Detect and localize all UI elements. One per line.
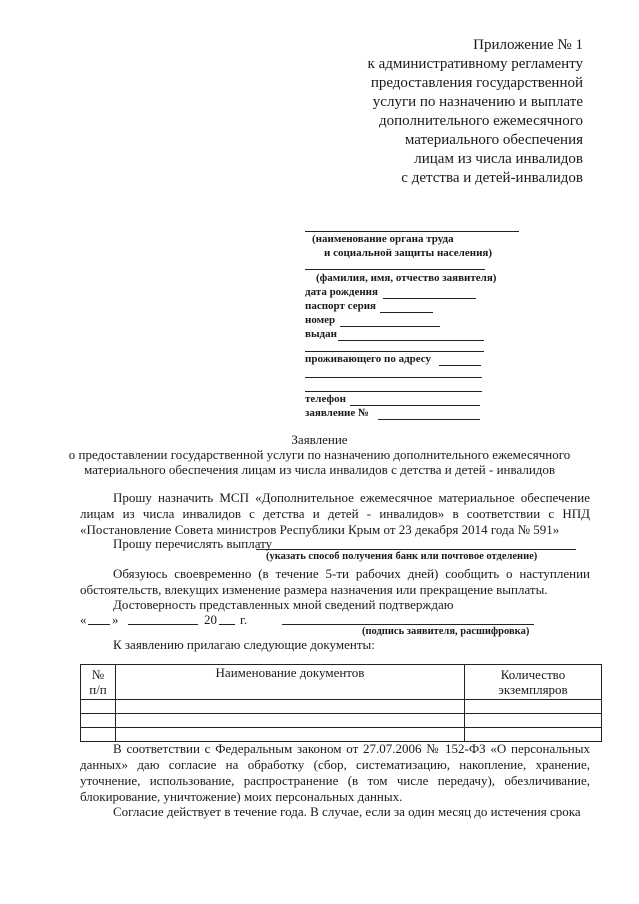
payment-method-field[interactable]	[256, 549, 576, 550]
date-open-quote: «	[80, 612, 87, 627]
table-header-no-line2: п/п	[89, 682, 107, 697]
statement-subtitle: о предоставлении государственной услуги по назначению дополнительного ежемесячного	[68, 447, 571, 462]
appendix-line: предоставления государственной	[370, 75, 583, 91]
table-row	[81, 714, 602, 728]
date-month-field[interactable]	[128, 624, 198, 625]
table-cell[interactable]	[465, 700, 602, 714]
address-field-2[interactable]	[305, 377, 482, 378]
table-header-name-text: Наименование документов	[215, 665, 365, 680]
table-cell[interactable]	[116, 700, 465, 714]
address-field[interactable]	[439, 365, 481, 366]
payment-label: Прошу перечислять выплату	[113, 536, 273, 551]
signature-field[interactable]	[282, 624, 534, 625]
payment-caption: (указать способ получения банк или почтовое отделение)	[266, 551, 538, 562]
request-paragraph: Прошу назначить МСП «Дополнительное ежемесячное материальное обеспечение лицам из числа инвалидов с детства и детей - инвалидов» в соответствии с НПД «Постановление Совета министров Республики Крым от 23 декабря 2014 года № 591»	[80, 490, 590, 537]
consent-paragraph: В соответствии с Федеральным законом от 27.07.2006 № 152-ФЗ «О персональных данных» даю согласие на обработку (сбор, систематизацию, накопление, хранение, уточнение, использование, распространение (в том числе передачу), обезличивание, блокирование, уничтожение) моих персональных данных.	[80, 741, 590, 804]
authority-line	[305, 231, 519, 232]
issued-field-2[interactable]	[305, 351, 484, 352]
confirm-paragraph: Достоверность представленных мной сведений подтверждаю	[113, 597, 454, 612]
application-no-label: заявление №	[305, 407, 370, 419]
passport-series-label: паспорт серия	[305, 300, 376, 312]
number-field[interactable]	[340, 326, 440, 327]
appendix-header	[263, 36, 583, 188]
appendix-line: дополнительного ежемесячного	[378, 113, 583, 129]
statement-title: Заявление	[291, 432, 348, 447]
statement-subtitle: материального обеспечения лицам из числа инвалидов с детства и детей - инвалидов	[83, 462, 556, 477]
passport-series-field[interactable]	[380, 312, 433, 313]
appendix-line: материального обеспечения	[404, 132, 583, 148]
table-header-qty	[465, 665, 602, 700]
phone-label: телефон	[305, 393, 346, 405]
birth-date-field[interactable]	[383, 298, 476, 299]
documents-table	[80, 664, 602, 742]
appendix-line: к административному регламенту	[367, 56, 583, 72]
appendix-line: с детства и детей-инвалидов	[401, 170, 583, 186]
table-header-row	[81, 665, 602, 700]
date-year-suffix: г.	[240, 612, 248, 627]
address-label: проживающего по адресу	[305, 353, 432, 365]
number-label: номер	[305, 314, 336, 326]
name-line	[305, 269, 485, 270]
consent-duration-paragraph: Согласие действует в течение года. В случае, если за один месяц до истечения срока	[113, 804, 581, 819]
appendix-line: Приложение № 1	[473, 37, 583, 53]
table-header-qty-line2: экземпляров	[498, 682, 568, 697]
table-row	[81, 700, 602, 714]
table-cell[interactable]	[81, 714, 116, 728]
table-cell[interactable]	[465, 728, 602, 742]
table-cell[interactable]	[465, 714, 602, 728]
name-caption: (фамилия, имя, отчество заявителя)	[316, 272, 497, 284]
table-cell[interactable]	[116, 728, 465, 742]
address-field-3[interactable]	[305, 391, 482, 392]
date-year-prefix: 20	[204, 612, 217, 627]
table-cell[interactable]	[81, 700, 116, 714]
table-header-qty-line1: Количество	[500, 667, 566, 682]
table-header-no	[81, 665, 116, 700]
authority-caption: и социальной защиты населения)	[324, 247, 493, 259]
table-cell[interactable]	[81, 728, 116, 742]
table-cell[interactable]	[116, 714, 465, 728]
issued-label: выдан	[305, 328, 337, 340]
date-day-field[interactable]	[88, 624, 110, 625]
table-header-no-line1: №	[91, 667, 105, 682]
phone-field[interactable]	[350, 405, 480, 406]
signature-caption: (подпись заявителя, расшифровка)	[362, 626, 530, 637]
appendix-line: услуги по назначению и выплате	[372, 94, 583, 110]
birth-date-label: дата рождения	[305, 286, 378, 298]
obligation-paragraph: Обязуюсь своевременно (в течение 5-ти рабочих дней) сообщить о наступлении обстоятельств, влекущих изменение размера назначения или прекращение выплаты.	[80, 566, 590, 597]
date-year-field[interactable]	[219, 624, 235, 625]
application-no-field[interactable]	[378, 419, 480, 420]
attachments-label: К заявлению прилагаю следующие документы:	[113, 637, 375, 652]
table-row	[81, 728, 602, 742]
date-close-quote: »	[112, 612, 119, 627]
appendix-line: лицам из числа инвалидов	[414, 151, 583, 167]
authority-caption: (наименование органа труда	[312, 233, 454, 245]
table-header-name	[116, 665, 465, 700]
issued-field[interactable]	[338, 340, 484, 341]
